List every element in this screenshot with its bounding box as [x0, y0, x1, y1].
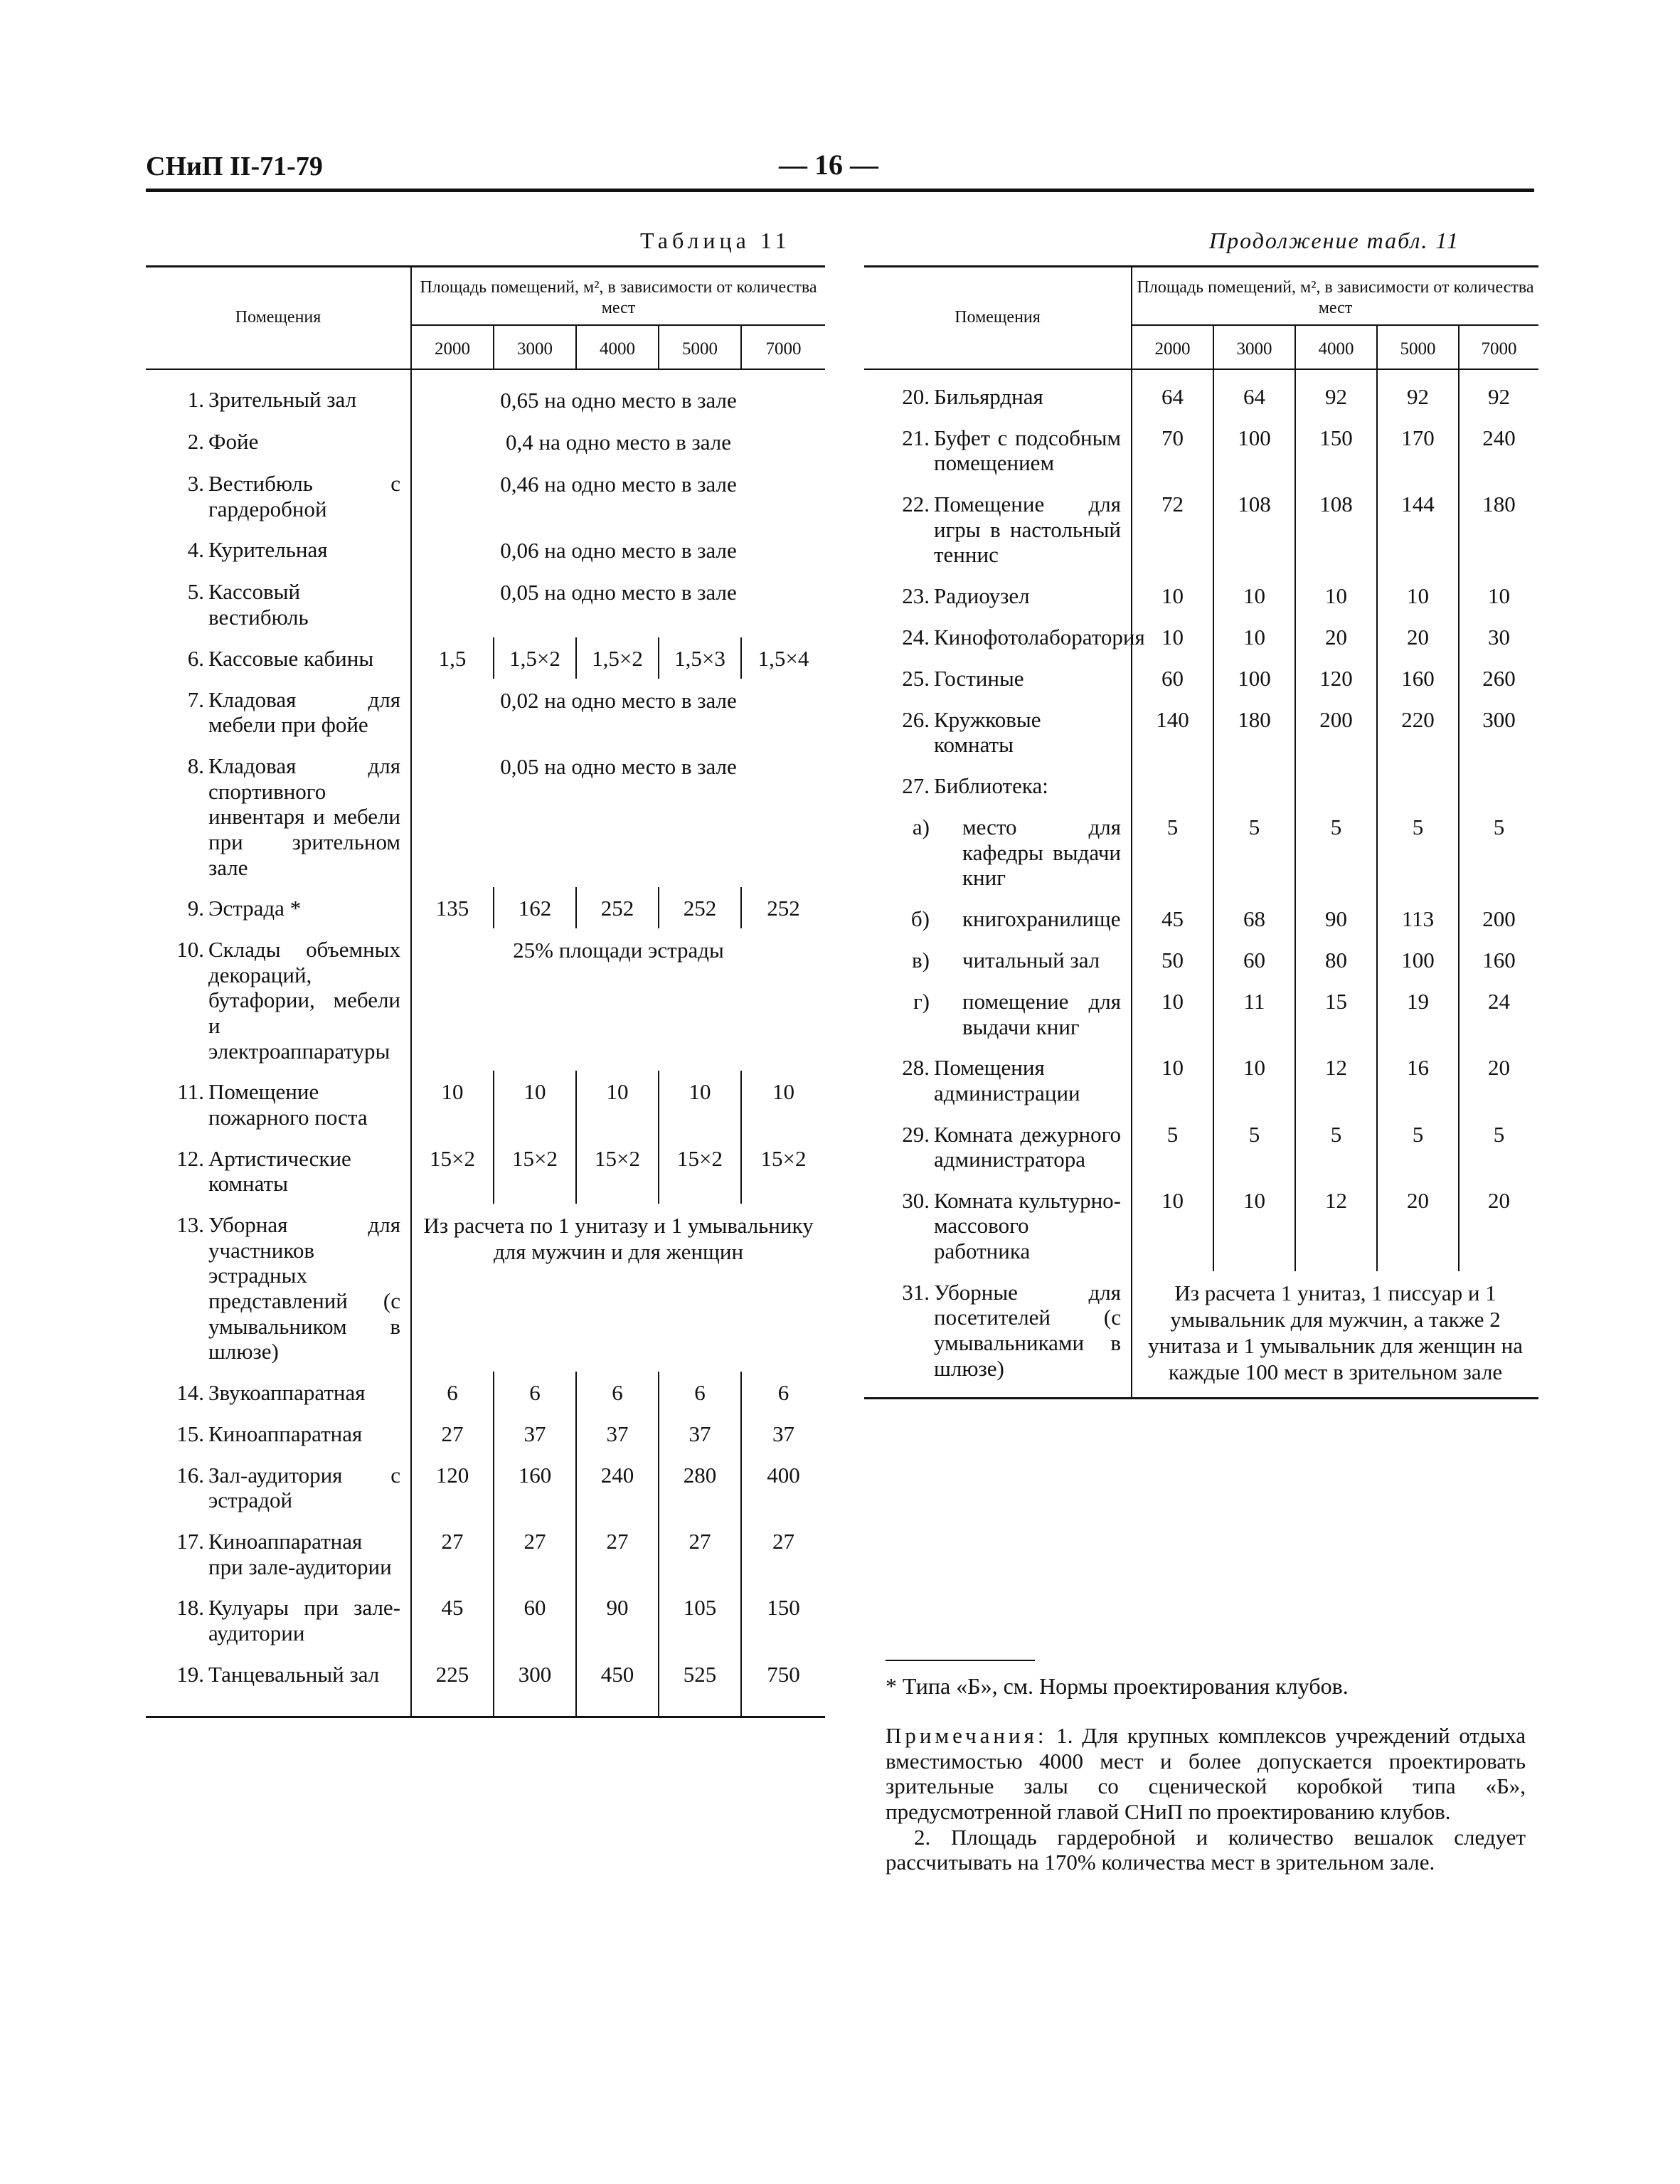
column-header-capacity: 3000 — [1213, 325, 1295, 369]
area-value: 10 — [1132, 575, 1213, 616]
area-value: 60 — [1213, 939, 1295, 980]
room-name: Курительная — [208, 537, 328, 563]
table-row — [864, 898, 1538, 939]
area-value: 252 — [659, 887, 741, 928]
area-value: 37 — [494, 1413, 576, 1454]
room-name: Зал-аудитория с эстрадой — [208, 1462, 401, 1513]
room-name: Буфет с подсобным помещением — [934, 425, 1122, 476]
row-number: 23. — [902, 583, 930, 608]
area-value — [1459, 765, 1538, 806]
area-value: 10 — [1132, 1046, 1213, 1113]
area-value: 6 — [777, 1379, 790, 1405]
room-name: Кулуары при зале-аудитории — [208, 1595, 401, 1646]
row-number: 13. — [176, 1212, 204, 1237]
area-value: 68 — [1213, 898, 1295, 939]
table-row — [864, 939, 1538, 980]
room-name: Помещение для игры в настольный теннис — [934, 491, 1122, 568]
area-value: 27 — [494, 1520, 576, 1586]
area-value: 12 — [1295, 1180, 1377, 1271]
area-value: 108 — [1213, 483, 1295, 575]
column-header-area: Площадь помещений, м², в зависимости от количества мест — [1132, 267, 1538, 325]
row-number: 3. — [187, 470, 204, 496]
page-number: — 16 — — [779, 149, 878, 181]
area-value: 50 — [1132, 939, 1213, 980]
row-number: 20. — [902, 383, 930, 409]
area-value: 160 — [494, 1454, 576, 1520]
row-number: 21. — [902, 425, 930, 450]
area-value: 15×2 — [494, 1138, 576, 1204]
area-value: 120 — [411, 1454, 494, 1520]
area-value: 105 — [659, 1586, 741, 1653]
room-name: Уборная для участников эстрадных представлений (с умывальником в шлюзе) — [208, 1212, 401, 1364]
room-name: Зрительный зал — [208, 386, 357, 412]
table-row — [146, 420, 825, 462]
area-value — [1132, 765, 1213, 806]
column-header-capacity: 4000 — [1295, 325, 1377, 369]
row-number: 4. — [187, 537, 204, 563]
area-value: 240 — [1482, 425, 1516, 450]
column-header-capacity: 3000 — [494, 325, 576, 369]
area-value: 45 — [1132, 898, 1213, 939]
table-row — [146, 571, 825, 637]
area-value: 80 — [1295, 939, 1377, 980]
area-norm: 0,65 на одно место в зале — [500, 387, 737, 413]
table-row — [864, 806, 1538, 898]
area-value — [1377, 765, 1459, 806]
row-number: 9. — [187, 896, 204, 921]
area-value: 92 — [1295, 369, 1377, 417]
room-name: Киноаппаратная при зале-аудитории — [208, 1529, 392, 1579]
room-name: Склады объемных декораций, бутафории, мебели и электроаппаратуры — [208, 937, 401, 1064]
row-number: 7. — [187, 687, 204, 712]
area-value: 6 — [576, 1372, 659, 1413]
row-number: 16. — [176, 1462, 204, 1488]
area-value: 10 — [1377, 575, 1459, 616]
area-value: 260 — [1482, 665, 1516, 691]
table-row — [146, 1520, 825, 1586]
table-row — [864, 483, 1538, 575]
table-row — [146, 1138, 825, 1204]
area-value: 750 — [741, 1653, 825, 1717]
area-value: 10 — [1132, 1180, 1213, 1271]
area-value: 20 — [1377, 1180, 1459, 1271]
area-value: 100 — [1213, 417, 1295, 483]
row-number: 25. — [902, 665, 930, 691]
column-header-capacity: 7000 — [741, 325, 825, 369]
area-value: 160 — [1377, 657, 1459, 699]
area-value: 5 — [1493, 815, 1505, 840]
area-value: 30 — [1488, 624, 1511, 650]
column-header-capacity: 7000 — [1459, 325, 1538, 369]
row-number: 19. — [176, 1661, 204, 1687]
area-value: 10 — [1488, 583, 1511, 608]
area-value: 10 — [576, 1071, 659, 1137]
column-header-capacity: 5000 — [659, 325, 741, 369]
row-number: 30. — [902, 1187, 930, 1213]
row-number: 14. — [176, 1379, 204, 1405]
table-row — [864, 616, 1538, 657]
area-value: 27 — [576, 1520, 659, 1586]
area-value: 5 — [1213, 806, 1295, 898]
area-value: 5 — [1213, 1113, 1295, 1180]
room-name: Артистические комнаты — [208, 1145, 351, 1197]
table-row — [146, 1586, 825, 1653]
table-row — [146, 1372, 825, 1413]
notes — [886, 1723, 1526, 1875]
table-row — [864, 1113, 1538, 1180]
row-number: 31. — [902, 1279, 930, 1305]
room-name: читальный зал — [962, 948, 1100, 972]
row-number: 6. — [187, 645, 204, 671]
table-row — [864, 417, 1538, 483]
table-caption: Таблица 11 — [640, 228, 791, 253]
area-norm: 0,05 на одно место в зале — [500, 754, 737, 779]
row-number: 29. — [902, 1121, 930, 1147]
area-value: 20 — [1377, 616, 1459, 657]
document-code: СНиП II-71-79 — [146, 152, 323, 181]
area-value: 5 — [1132, 1113, 1213, 1180]
table-row — [146, 529, 825, 571]
room-name: место для кафедры выдачи книг — [962, 815, 1122, 891]
area-value: 10 — [1213, 616, 1295, 657]
area-norm: 0,06 на одно место в зале — [500, 538, 737, 563]
area-value: 16 — [1377, 1046, 1459, 1113]
column-header-rooms: Помещения — [146, 267, 411, 369]
row-number: 1. — [187, 386, 204, 412]
area-value: 1,5×4 — [757, 645, 809, 671]
table-row — [864, 657, 1538, 699]
notes-label: Примечания: — [886, 1723, 1048, 1748]
room-name: Кассовые кабины — [208, 645, 374, 671]
area-value: 10 — [494, 1071, 576, 1137]
area-value: 252 — [767, 896, 800, 921]
area-value: 300 — [1482, 706, 1516, 732]
room-name: Кладовая для мебели при фойе — [208, 687, 401, 738]
note-1: 1. Для крупных комплексов учреждений отдыха вместимостью 4000 мест и более допускается проектировать зрительные залы со сценической коробкой типа «Б», предусмотренной главой СНиП по проектированию клубов. — [886, 1723, 1526, 1824]
area-value: 450 — [576, 1653, 659, 1717]
row-number: 17. — [176, 1529, 204, 1554]
area-value: 1,5×2 — [494, 637, 576, 679]
area-value: 10 — [1132, 980, 1213, 1046]
table-row — [146, 1071, 825, 1137]
area-value: 120 — [1295, 657, 1377, 699]
column-header-area: Площадь помещений, м², в зависимости от количества мест — [411, 267, 825, 325]
area-norm: 0,02 на одно место в зале — [500, 687, 737, 713]
area-value: 170 — [1377, 417, 1459, 483]
area-value: 144 — [1377, 483, 1459, 575]
area-value: 200 — [1295, 699, 1377, 765]
area-value: 5 — [1132, 806, 1213, 898]
footnote: * Типа «Б», см. Нормы проектирования клубов. — [886, 1673, 1349, 1699]
area-value: 1,5 — [411, 637, 494, 679]
area-value — [1213, 765, 1295, 806]
row-number: 24. — [902, 624, 930, 650]
row-number: 27. — [902, 773, 930, 799]
table-row — [864, 1046, 1538, 1113]
area-value: 140 — [1132, 699, 1213, 765]
row-number: 28. — [902, 1055, 930, 1081]
area-norm: 25% площади эстрады — [513, 938, 724, 963]
table-row — [146, 462, 825, 529]
column-header-capacity: 2000 — [1132, 325, 1213, 369]
area-value: 24 — [1488, 989, 1511, 1014]
area-value: 400 — [767, 1462, 800, 1488]
row-number: в) — [912, 948, 930, 972]
table-row — [146, 369, 825, 420]
area-value: 525 — [659, 1653, 741, 1717]
area-value: 10 — [411, 1071, 494, 1137]
row-number: 5. — [187, 579, 204, 605]
area-value: 37 — [659, 1413, 741, 1454]
row-number: 15. — [176, 1421, 204, 1446]
area-value: 10 — [1213, 1180, 1295, 1271]
area-value: 10 — [772, 1079, 795, 1105]
area-value: 220 — [1377, 699, 1459, 765]
area-value: 20 — [1488, 1055, 1511, 1081]
table-row — [146, 745, 825, 887]
area-value: 150 — [1295, 417, 1377, 483]
area-value: 5 — [1295, 1113, 1377, 1180]
room-name: Звукоаппаратная — [208, 1379, 366, 1405]
area-value: 240 — [576, 1454, 659, 1520]
area-value: 10 — [1132, 616, 1213, 657]
area-value: 10 — [1213, 575, 1295, 616]
area-value: 15 — [1295, 980, 1377, 1046]
area-value: 180 — [1213, 699, 1295, 765]
area-value: 12 — [1295, 1046, 1377, 1113]
area-value: 60 — [494, 1586, 576, 1653]
table-row — [146, 679, 825, 745]
area-value: 5 — [1377, 1113, 1459, 1180]
table-11 — [146, 265, 825, 1718]
area-value: 92 — [1488, 383, 1511, 409]
table-row — [864, 980, 1538, 1046]
room-name: Комната дежурного администратора — [934, 1121, 1122, 1172]
column-header-capacity: 5000 — [1377, 325, 1459, 369]
area-value: 27 — [772, 1529, 795, 1554]
area-value: 10 — [1213, 1046, 1295, 1113]
room-name: Бильярдная — [934, 383, 1043, 409]
room-name: книгохранилище — [962, 906, 1121, 931]
area-value — [1295, 765, 1377, 806]
room-name: Кинофотолаборатория — [934, 624, 1145, 650]
area-value: 162 — [494, 887, 576, 928]
room-name: Фойе — [208, 428, 259, 454]
area-value: 225 — [411, 1653, 494, 1717]
column-header-capacity: 4000 — [576, 325, 659, 369]
footnote-rule — [886, 1660, 1035, 1661]
room-name: Библиотека: — [934, 773, 1048, 799]
area-value: 92 — [1377, 369, 1459, 417]
room-name: Комната культурно-массового работника — [934, 1187, 1122, 1264]
area-value: 70 — [1132, 417, 1213, 483]
row-number: 10. — [176, 937, 204, 963]
area-value: 200 — [1482, 906, 1516, 931]
room-name: Помещение пожарного поста — [208, 1079, 368, 1130]
room-name: Киноаппаратная — [208, 1421, 363, 1446]
table-row — [146, 637, 825, 679]
area-norm: 0,05 на одно место в зале — [500, 580, 737, 605]
room-name: Помещения администрации — [934, 1055, 1080, 1106]
room-name: Гостиные — [934, 665, 1024, 691]
area-value: 252 — [576, 887, 659, 928]
area-value: 72 — [1132, 483, 1213, 575]
area-norm: Из расчета по 1 унитазу и 1 умывальнику для мужчин и для женщин — [423, 1212, 814, 1265]
table-row — [146, 1204, 825, 1372]
table-continuation-caption: Продолжение табл. 11 — [1209, 228, 1460, 253]
area-value: 64 — [1132, 369, 1213, 417]
area-norm: 0,4 на одно место в зале — [506, 429, 732, 455]
table-row — [864, 1271, 1538, 1398]
area-value: 100 — [1377, 939, 1459, 980]
area-value: 1,5×2 — [576, 637, 659, 679]
area-value: 20 — [1488, 1187, 1511, 1213]
area-value: 100 — [1213, 657, 1295, 699]
area-value: 6 — [494, 1372, 576, 1413]
table-row — [146, 1413, 825, 1454]
area-value: 300 — [494, 1653, 576, 1717]
area-value: 15×2 — [576, 1138, 659, 1204]
room-name: Радиоузел — [934, 583, 1030, 608]
area-value: 90 — [576, 1586, 659, 1653]
room-name: Кружковые комнаты — [934, 706, 1041, 758]
table-row — [146, 1454, 825, 1520]
area-value: 90 — [1295, 898, 1377, 939]
note-2: 2. Площадь гардеробной и количество вешалок следует рассчитывать на 170% количества мест в зрительном зале. — [886, 1824, 1526, 1875]
area-norm: 0,46 на одно место в зале — [500, 471, 737, 497]
area-value: 180 — [1482, 491, 1516, 516]
room-name: Танцевальный зал — [208, 1661, 380, 1687]
area-value: 5 — [1377, 806, 1459, 898]
row-number: 8. — [187, 753, 204, 778]
room-name: помещение для выдачи книг — [962, 989, 1122, 1039]
area-value: 15×2 — [659, 1138, 741, 1204]
area-value: 1,5×3 — [659, 637, 741, 679]
area-value: 108 — [1295, 483, 1377, 575]
area-value: 15×2 — [411, 1138, 494, 1204]
table-row — [146, 1653, 825, 1717]
area-value: 64 — [1213, 369, 1295, 417]
row-number: б) — [910, 906, 930, 931]
area-value: 135 — [411, 887, 494, 928]
row-number: 11. — [177, 1079, 204, 1105]
area-value: 27 — [411, 1413, 494, 1454]
area-value: 160 — [1482, 948, 1516, 972]
area-value: 113 — [1377, 898, 1459, 939]
table-row — [864, 369, 1538, 417]
area-value: 37 — [772, 1421, 795, 1446]
area-value: 20 — [1295, 616, 1377, 657]
row-number: 12. — [176, 1145, 204, 1171]
area-value: 60 — [1132, 657, 1213, 699]
row-number: 18. — [176, 1595, 204, 1621]
area-value: 150 — [767, 1595, 800, 1621]
area-value: 6 — [411, 1372, 494, 1413]
room-name: Кассовый вестибюль — [208, 579, 309, 630]
table-row — [864, 575, 1538, 616]
area-norm: Из расчета 1 унитаз, 1 писсуар и 1 умывальник для мужчин, а также 2 унитаза и 1 умывальник для женщин на каждые 100 мест в зрительном зале — [1132, 1271, 1538, 1398]
area-value: 37 — [576, 1413, 659, 1454]
row-number: 2. — [187, 428, 204, 454]
header-rule — [146, 189, 1534, 192]
area-value: 11 — [1213, 980, 1295, 1046]
table-row — [864, 1180, 1538, 1271]
area-value: 10 — [659, 1071, 741, 1137]
row-number: 26. — [902, 706, 930, 732]
room-name: Вестибюль с гардеробной — [208, 470, 401, 521]
table-row — [864, 765, 1538, 806]
column-header-capacity: 2000 — [411, 325, 494, 369]
table-row — [864, 699, 1538, 765]
area-value: 27 — [411, 1520, 494, 1586]
area-value: 15×2 — [760, 1145, 807, 1171]
area-value: 27 — [659, 1520, 741, 1586]
area-value: 5 — [1295, 806, 1377, 898]
area-value: 10 — [1295, 575, 1377, 616]
table-11-continued — [864, 265, 1538, 1399]
table-row — [146, 887, 825, 928]
area-value: 45 — [411, 1586, 494, 1653]
area-value: 6 — [659, 1372, 741, 1413]
room-name: Эстрада * — [208, 896, 302, 921]
row-number: 22. — [902, 491, 930, 516]
row-number: г) — [913, 989, 930, 1014]
area-value: 5 — [1493, 1121, 1505, 1147]
table-row — [146, 928, 825, 1071]
row-number: а) — [912, 815, 930, 840]
area-value: 19 — [1377, 980, 1459, 1046]
column-header-rooms: Помещения — [864, 267, 1132, 369]
room-name: Уборные для посетителей (с умывальниками в шлюзе) — [934, 1279, 1122, 1381]
room-name: Кладовая для спортивного инвентаря и мебели при зрительном зале — [208, 753, 401, 880]
area-value: 280 — [659, 1454, 741, 1520]
